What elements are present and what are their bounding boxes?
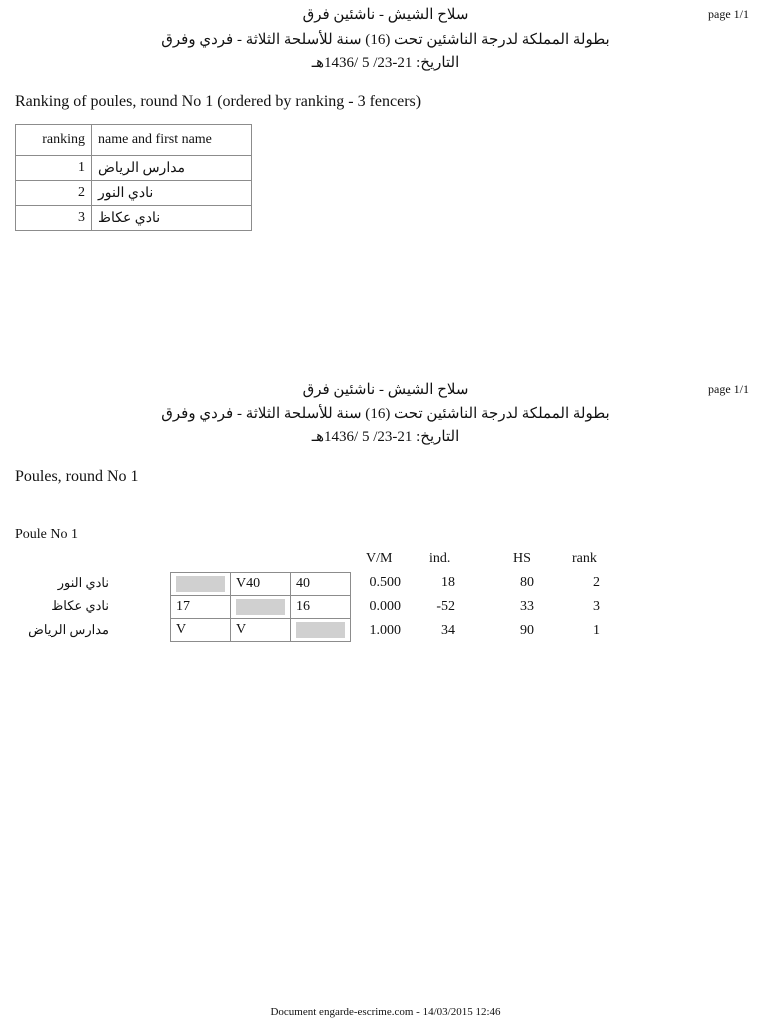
table-row: [16, 156, 252, 181]
event-title: سلاح الشيش - ناشئين فرق: [302, 382, 469, 398]
ranking-page: [0, 0, 771, 360]
name-cell: مدارس الرياض: [92, 156, 252, 181]
diagonal-cell: [231, 596, 291, 619]
rank-value: 1: [593, 623, 600, 638]
name-cell: نادي النور: [92, 181, 252, 206]
bout-cell: V: [171, 619, 231, 642]
rank-value: 3: [593, 599, 600, 614]
diagonal-cell: [171, 573, 231, 596]
poules-page: [0, 375, 771, 975]
diagonal-cell: [291, 619, 351, 642]
rank-value: 2: [593, 575, 600, 590]
fencer-name: مدارس الرياض: [28, 622, 109, 637]
bout-cell: 16: [291, 596, 351, 619]
document-footer: Document engarde-escrime.com - 14/03/2015 12:46: [270, 1006, 501, 1018]
poule-matrix: [170, 572, 351, 642]
name-cell: نادي عكاظ: [92, 206, 252, 231]
column-header-ranking: ranking: [16, 125, 92, 156]
poule-label: Poule No 1: [15, 527, 78, 542]
ind-value: -52: [436, 599, 455, 614]
event-subtitle: بطولة المملكة لدرجة الناشئين تحت (16) سنة للأسلحة الثلاثة - فردي وفرق: [161, 32, 610, 48]
column-header-rank: rank: [572, 551, 597, 566]
table-row: [171, 573, 351, 596]
table-row: [171, 619, 351, 642]
hs-value: 80: [520, 575, 534, 590]
event-title: سلاح الشيش - ناشئين فرق: [302, 7, 469, 23]
ranking-heading: Ranking of poules, round No 1 (ordered by ranking - 3 fencers): [15, 93, 422, 110]
column-header-name: name and first name: [92, 125, 252, 156]
table-row: [16, 181, 252, 206]
hs-value: 33: [520, 599, 534, 614]
ranking-table: [15, 124, 252, 231]
column-header-ind: ind.: [429, 551, 451, 566]
table-row: [16, 206, 252, 231]
table-header-row: [16, 125, 252, 156]
bout-cell: V: [231, 619, 291, 642]
vm-value: 1.000: [369, 623, 401, 638]
poules-heading: Poules, round No 1: [15, 468, 139, 485]
vm-value: 0.500: [369, 575, 401, 590]
hs-value: 90: [520, 623, 534, 638]
fencer-name: نادي عكاظ: [51, 598, 109, 613]
event-date: التاريخ: 21-23/ 5 /1436هـ: [311, 429, 460, 445]
bout-cell: 40: [291, 573, 351, 596]
vm-value: 0.000: [369, 599, 401, 614]
rank-cell: 1: [16, 156, 92, 181]
column-header-hs: HS: [513, 551, 531, 566]
event-date: التاريخ: 21-23/ 5 /1436هـ: [311, 55, 460, 71]
column-header-vm: V/M: [366, 551, 393, 566]
ind-value: 34: [441, 623, 455, 638]
page-number: page 1/1: [708, 382, 749, 396]
page-number: page 1/1: [708, 7, 749, 21]
fencer-name: نادي النور: [57, 575, 109, 590]
bout-cell: V40: [231, 573, 291, 596]
event-subtitle: بطولة المملكة لدرجة الناشئين تحت (16) سنة للأسلحة الثلاثة - فردي وفرق: [161, 406, 610, 422]
rank-cell: 2: [16, 181, 92, 206]
rank-cell: 3: [16, 206, 92, 231]
ind-value: 18: [441, 575, 455, 590]
table-row: [171, 596, 351, 619]
bout-cell: 17: [171, 596, 231, 619]
